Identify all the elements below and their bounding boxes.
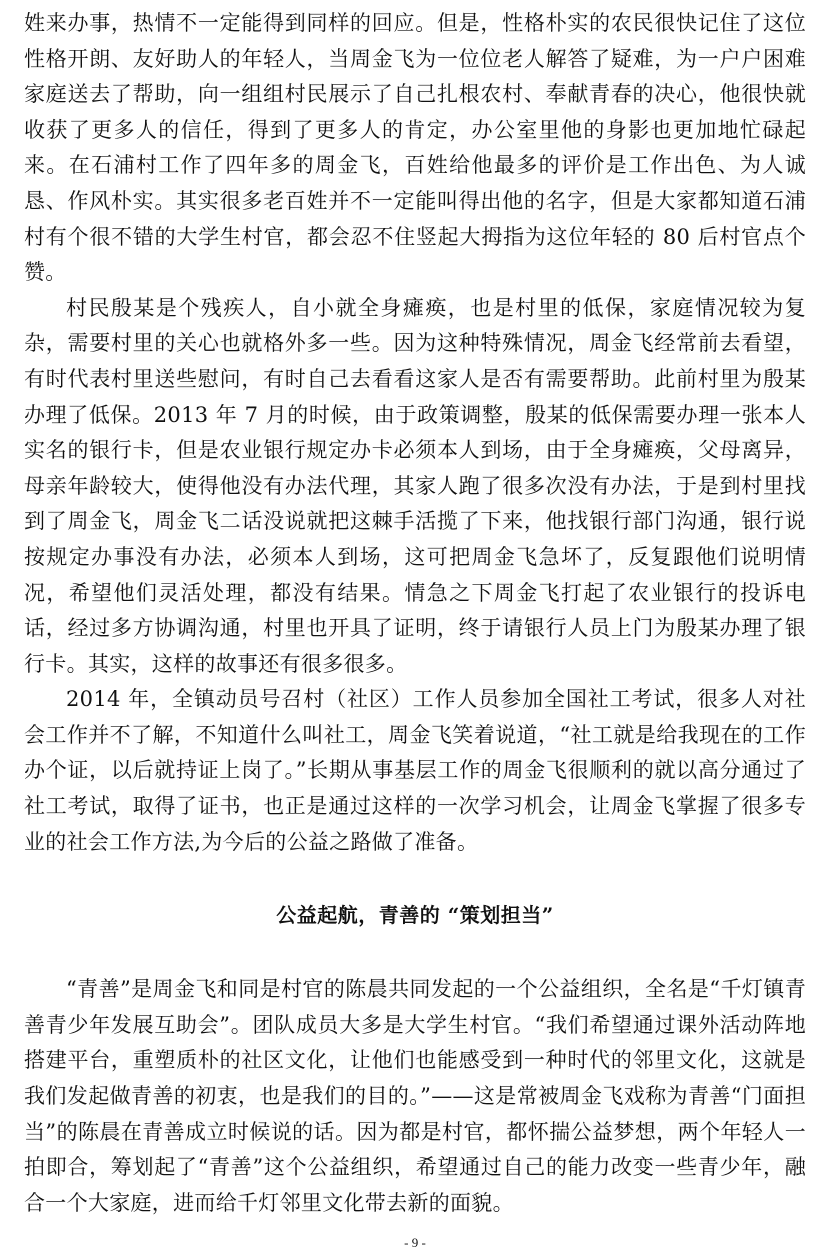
body-paragraph-continued: 姓来办事，热情不一定能得到同样的回应。但是，性格朴实的农民很快记住了这位性格开朗、友好助人的年轻人，当周金飞为一位位老人解答了疑难，为一户户困难家庭送去了帮助，向一组组村民展示了自己扎根农村、奉献青春的决心，他很快就收获了更多人的信任，得到了更多人的肯定，办公室里他的身影也更加地忙碌起来。在石浦村工作了四年多的周金飞，百姓给他最多的评价是工作出色、为人诚恳、作风朴实。其实很多老百姓并不一定能叫得出他的名字，但是大家都知道石浦村有个很不错的大学生村官，都会忍不住竖起大拇指为这位年轻的 80 后村官点个赞。 [24, 11, 806, 285]
body-paragraph-qingshan: “青善”是周金飞和同是村官的陈晨共同发起的一个公益组织，全名是“千灯镇青善青少年发展互助会”。团队成员大多是大学生村官。“我们希望通过课外活动阵地搭建平台，重塑质朴的社区文化，让他们也能感受到一种时代的邻里文化，这就是我们发起做青善的初衷，也是我们的目的。”——这是常被周金飞戏称为青善“门面担当”的陈晨在青善成立时候说的话。因为都是村官，都怀揣公益梦想，两个年轻人一拍即合，筹划起了“青善”这个公益组织，希望通过自己的能力改变一些青少年，融合一个大家庭，进而给千灯邻里文化带去新的面貌。 [24, 977, 806, 1215]
section-heading: 公益起航，青善的 “策划担当” [276, 903, 554, 928]
body-paragraph-yin: 村民殷某是个残疾人，自小就全身瘫痪，也是村里的低保，家庭情况较为复杂，需要村里的关心也就格外多一些。因为这种特殊情况，周金飞经常前去看望，有时代表村里送些慰问，有时自己去看看这家人是否有需要帮助。此前村里为殷某办理了低保。2013 年 7 月的时候，由于政策调整，殷某的低保需要办理一张本人实名的银行卡，但是农业银行规定办卡必须本人到场，由于全身瘫痪，父母离异，母亲年龄较大，使得他没有办法代理，其家人跑了很多次没有办法，于是到村里找到了周金飞，周金飞二话没说就把这棘手活揽了下来，他找银行部门沟通，银行说按规定办事没有办法，必须本人到场，这可把周金飞急坏了，反复跟他们说明情况，希望他们灵活处理，都没有结果。情急之下周金飞打起了农业银行的投诉电话，经过多方协调沟通，村里也开具了证明，终于请银行人员上门为殷某办理了银行卡。其实，这样的故事还有很多很多。 [24, 295, 806, 676]
page-number: - 9 - [404, 1235, 426, 1250]
body-paragraph-social-work-exam: 2014 年，全镇动员号召村（社区）工作人员参加全国社工考试，很多人对社会工作并不了解，不知道什么叫社工，周金飞笑着说道，“社工就是给我现在的工作办个证，以后就持证上岗了。”长期从事基层工作的周金飞很顺利的就以高分通过了社工考试，取得了证书，也正是通过这样的一次学习机会，让周金飞掌握了很多专业的社会工作方法,为今后的公益之路做了准备。 [24, 687, 806, 854]
document-page [24, 6, 806, 1221]
